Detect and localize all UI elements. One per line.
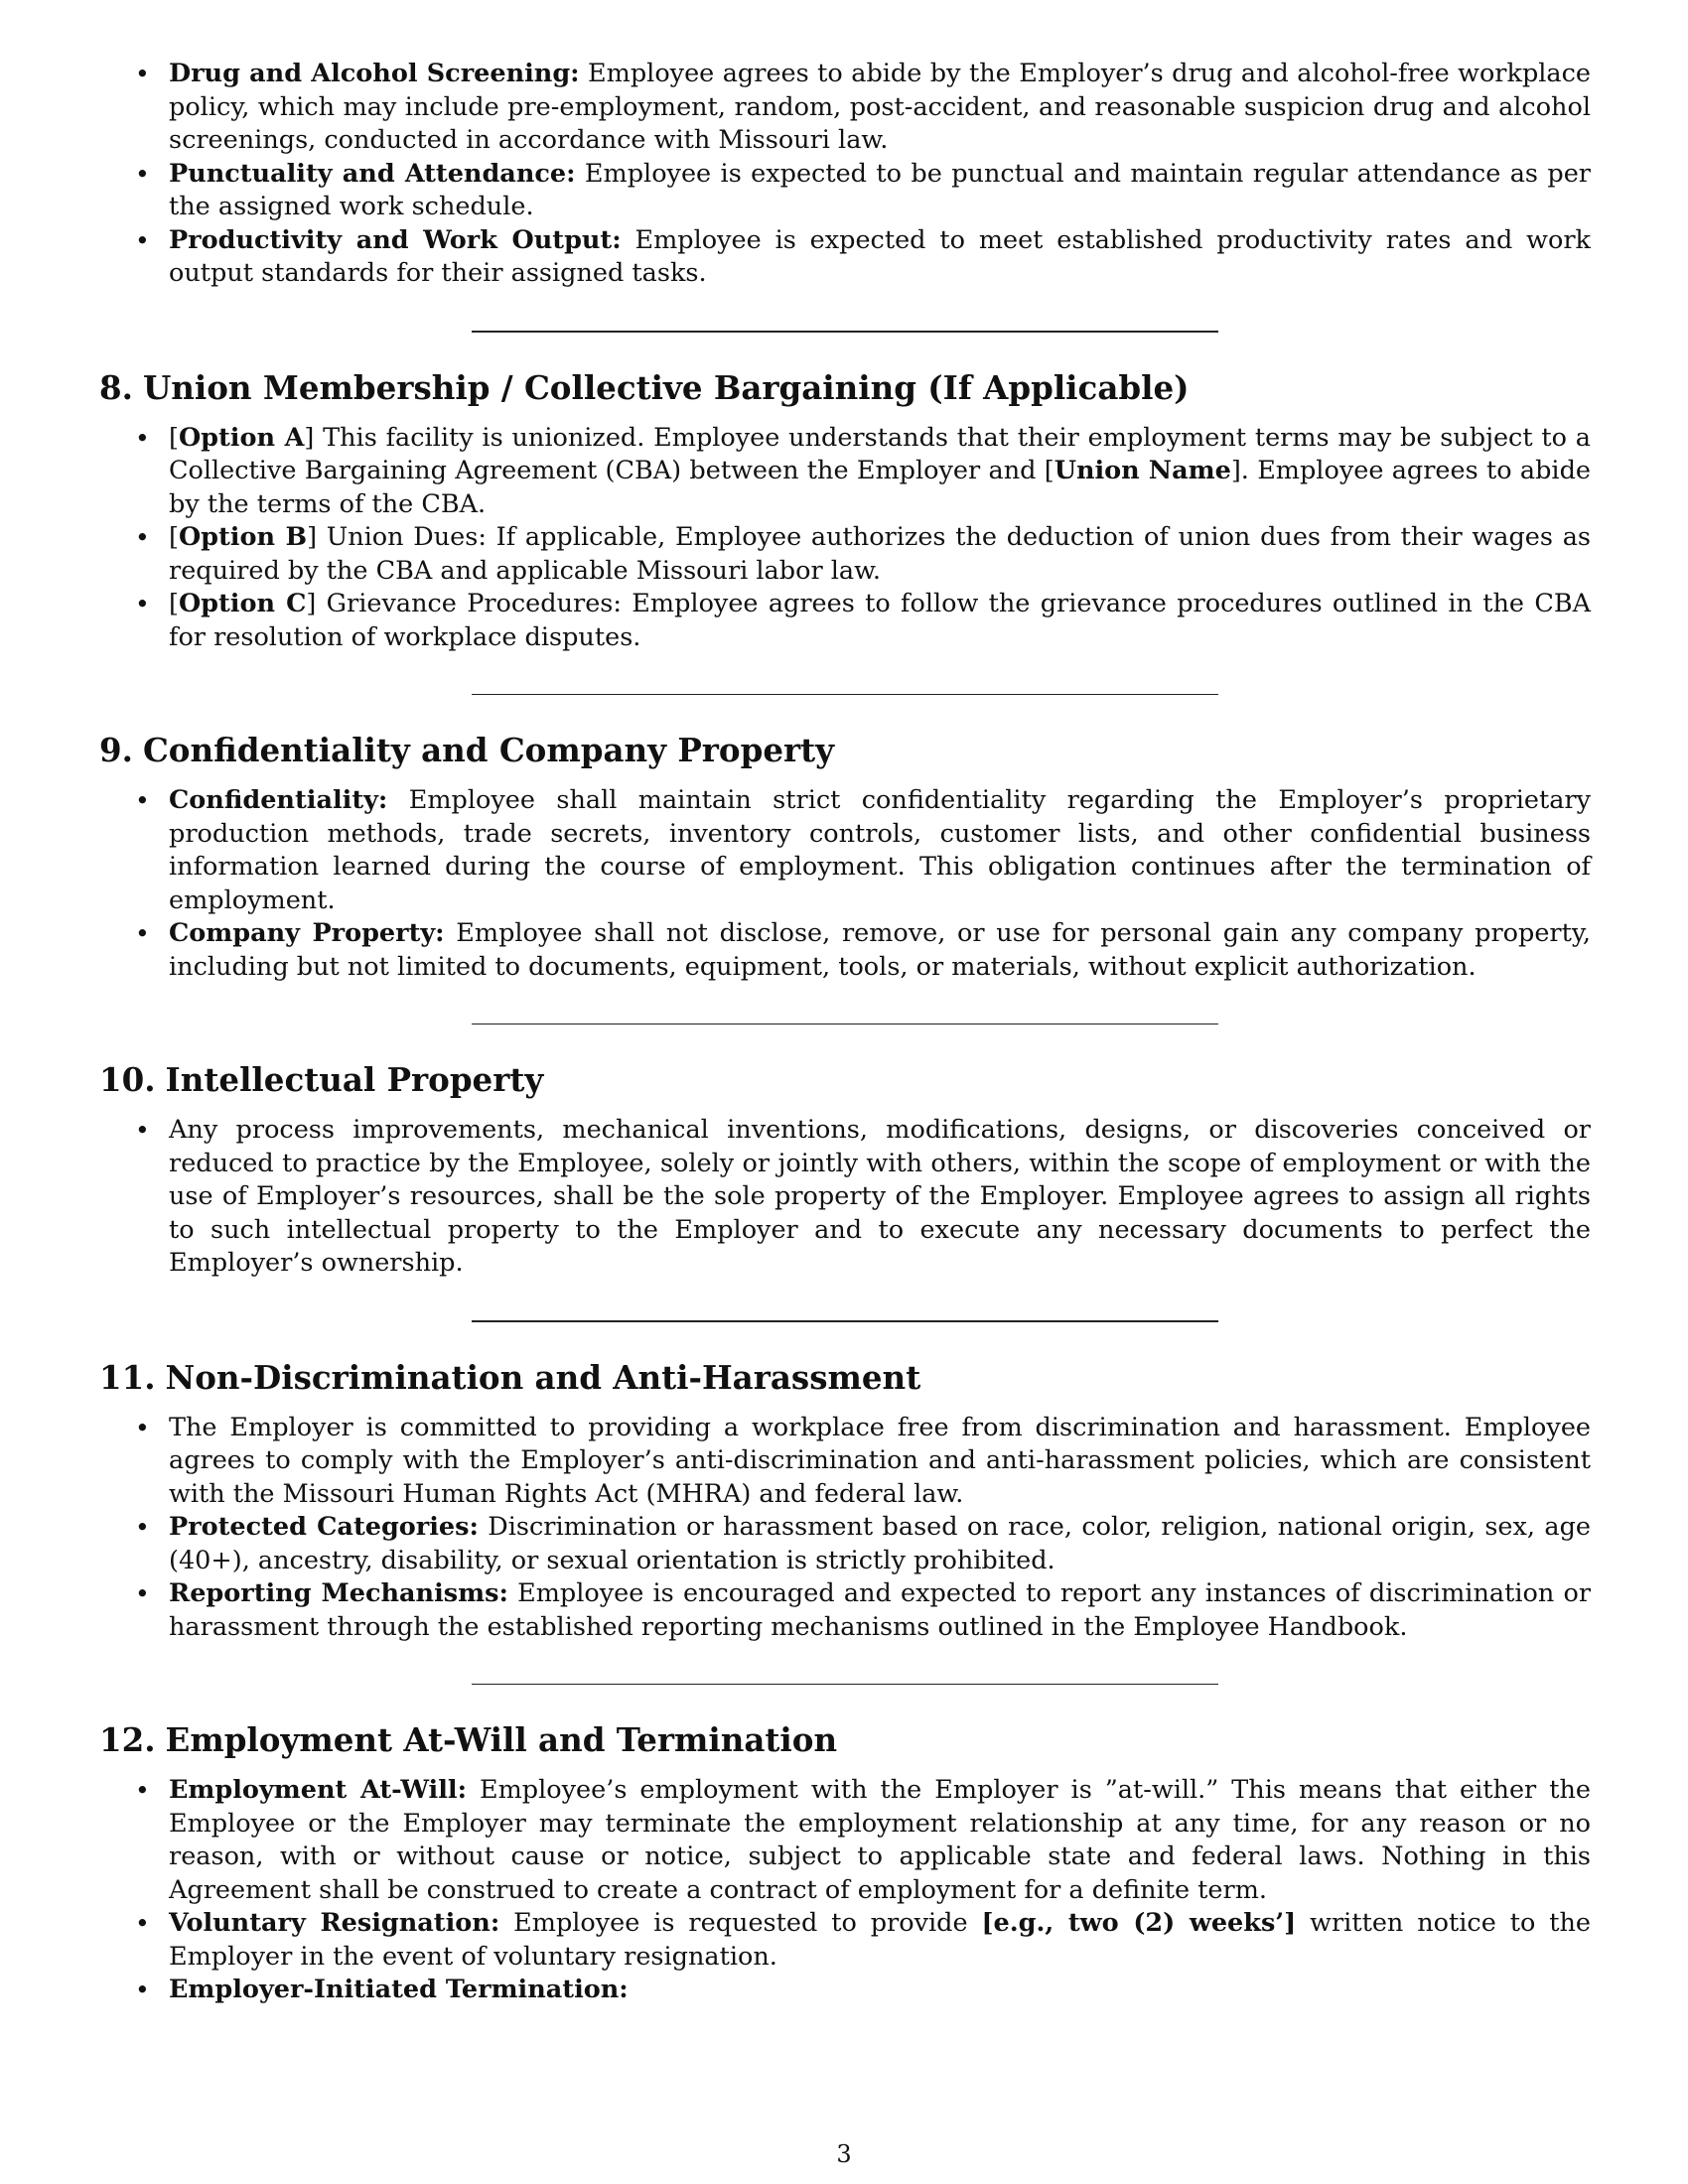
section-heading-11: [99, 1358, 1591, 1398]
list-item: [99, 224, 1591, 291]
notice-placeholder: [e.g., two (2) weeks’]: [981, 1908, 1297, 1938]
section-title: Non-Discrimination and Anti-Harassment: [165, 1357, 921, 1397]
union-list: [99, 422, 1591, 655]
anti-harassment-list: [99, 1412, 1591, 1645]
item-text: This facility is unionized. Employee understands that their employment terms may be subject to a Collective Bargaining Agreement (CBA) between the Employer and: [169, 422, 1591, 485]
item-lead: Protected Categories:: [169, 1512, 479, 1542]
item-lead: Reporting Mechanisms:: [169, 1578, 508, 1608]
option-label: Option B: [178, 522, 308, 552]
section-heading-12: [99, 1720, 1591, 1760]
conduct-list: [99, 58, 1591, 291]
item-lead: Punctuality and Attendance:: [169, 158, 576, 189]
list-item: [99, 1412, 1591, 1512]
item-text: . Employee agrees to abide by the terms of the CBA.: [169, 456, 1591, 519]
list-item: [99, 521, 1591, 588]
list-item: [99, 422, 1591, 522]
section-number: 8.: [99, 367, 133, 407]
list-item: [99, 58, 1591, 158]
list-item: [99, 588, 1591, 654]
ip-list: [99, 1114, 1591, 1281]
list-item: [99, 1577, 1591, 1644]
section-divider: [472, 331, 1218, 333]
page-number: 3: [836, 2140, 852, 2168]
section-number: 11.: [99, 1357, 156, 1397]
list-item: [99, 1774, 1591, 1907]
list-item: [99, 784, 1591, 917]
section-title: Intellectual Property: [165, 1060, 544, 1099]
item-text: Union Dues: If applicable, Employee authorizes the deduction of union dues from their wages as required by the CBA and applicable Missouri labor law.: [169, 522, 1591, 586]
section-number: 10.: [99, 1060, 156, 1099]
bracket-open: [: [169, 589, 179, 618]
list-item: [99, 1114, 1591, 1281]
section-heading-9: [99, 731, 1591, 770]
bracket-open: [: [169, 522, 179, 552]
section-number: 12.: [99, 1720, 156, 1759]
section-title: Confidentiality and Company Property: [142, 731, 835, 769]
termination-list: [99, 1774, 1591, 2007]
section-divider: [472, 1684, 1218, 1685]
item-lead: Productivity and Work Output:: [169, 224, 622, 255]
item-lead: Confidentiality:: [169, 785, 388, 815]
item-lead: Employer-Initiated Termination:: [169, 1975, 629, 2004]
section-number: 9.: [99, 731, 133, 769]
item-text: Employee is encouraged and expected to report any instances of discrimination or harassment through the established reporting mechanisms outlined in the Employee Handbook.: [169, 1578, 1592, 1642]
section-title: Union Membership / Collective Bargaining (If Applicable): [142, 367, 1190, 407]
list-item: [99, 917, 1591, 984]
item-text: Employee shall not disclose, remove, or use for personal gain any company property, including but not limited to documents, equipment, tools, or materials, without explicit authorization.: [169, 918, 1591, 982]
bracket-close: ]: [304, 422, 315, 453]
bracket-close: ]: [306, 589, 317, 618]
item-text: Any process improvements, mechanical inventions, modifications, designs, or discoveries conceived or reduced to practice by the Employee, solely or jointly with others, within the scope of employment or with the use of Employer’s resources, shall be the sole property of the Employer. Employee agrees to assign all rights to such intellectual property to the Employer and to execute any necessary documents to perfect the Employer’s ownership.: [169, 1115, 1591, 1278]
bracket-close: ]: [1230, 456, 1241, 485]
item-text: Discrimination or harassment based on race, color, religion, national origin, sex, age (40+), ancestry, disability, or sexual orientation is strictly prohibited.: [169, 1512, 1591, 1575]
item-text: Employee is expected to meet established productivity rates and work output standards for their assigned tasks.: [169, 224, 1591, 288]
section-title: Employment At-Will and Termination: [165, 1720, 838, 1759]
section-divider: [472, 694, 1218, 695]
item-text: Employee agrees to abide by the Employer’s drug and alcohol-free workplace policy, which may include pre-employment, random, post-accident, and reasonable suspicion drug and alcohol screenings, conducted in accordance with Missouri law.: [169, 59, 1591, 155]
item-text: The Employer is committed to providing a workplace free from discrimination and harassment. Employee agrees to comply with the Employer’s anti-discrimination and anti-harassment policies, which are consistent with the Missouri Human Rights Act (MHRA) and federal law.: [169, 1412, 1591, 1509]
bracket-close: ]: [307, 522, 318, 552]
item-text: Employee is requested to provide: [499, 1908, 982, 1938]
document-page: [99, 58, 1591, 2007]
option-label: Option C: [178, 589, 307, 618]
item-text: Employee’s employment with the Employer is ”at-will.” This means that either the Employee or the Employer may terminate the employment relationship at any time, for any reason or no reason, with or without cause or notice, subject to applicable state and federal laws. Nothing in this Agreement shall be construed to create a contract of employment for a definite term.: [169, 1775, 1591, 1905]
section-divider: [472, 1320, 1218, 1322]
list-item: [99, 1907, 1591, 1974]
list-item: [99, 158, 1591, 224]
section-heading-8: [99, 368, 1591, 408]
confidentiality-list: [99, 784, 1591, 984]
union-name-placeholder: Union Name: [1054, 456, 1231, 485]
item-lead: Employment At-Will:: [169, 1775, 468, 1805]
bracket-open: [: [1044, 456, 1055, 485]
item-lead: Voluntary Resignation:: [169, 1908, 500, 1938]
list-item: [99, 1511, 1591, 1577]
option-label: Option A: [178, 422, 305, 453]
item-text: Grievance Procedures: Employee agrees to follow the grievance procedures outlined in the CBA for resolution of workplace disputes.: [169, 589, 1591, 652]
list-item: [99, 1974, 1591, 2007]
item-text: Employee shall maintain strict confidentiality regarding the Employer’s proprietary production methods, trade secrets, inventory controls, customer lists, and other confidential business information learned during the course of employment. This obligation continues after the termination of employment.: [169, 785, 1591, 915]
section-heading-10: [99, 1060, 1591, 1100]
item-text: Employee is expected to be punctual and maintain regular attendance as per the assigned work schedule.: [169, 158, 1591, 221]
item-lead: Company Property:: [169, 918, 445, 948]
bracket-open: [: [169, 422, 179, 453]
item-lead: Drug and Alcohol Screening:: [169, 59, 580, 88]
item-text: written notice to the Employer in the event of voluntary resignation.: [169, 1908, 1591, 1972]
